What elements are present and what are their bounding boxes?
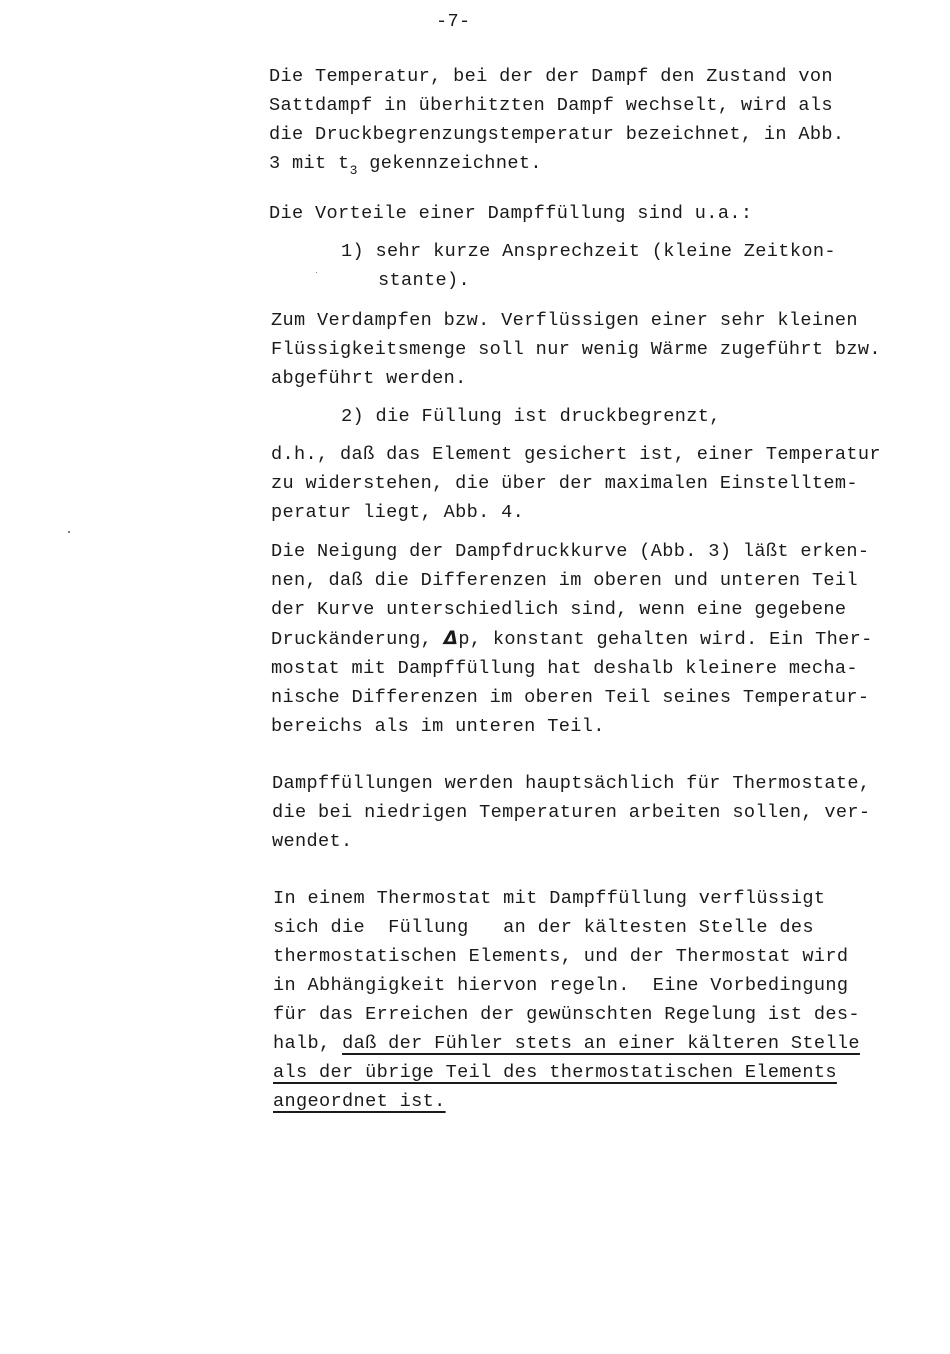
text-line: nen, daß die Differenzen im oberen und unteren Teil xyxy=(271,570,858,591)
text-line: zu widerstehen, die über der maximalen Einstelltem- xyxy=(271,473,858,494)
text-line: Die Neigung der Dampfdruckkurve (Abb. 3) läßt erken- xyxy=(271,541,870,562)
list-item-2: 2) die Füllung ist druckbegrenzt, xyxy=(341,406,721,427)
underlined-text: angeordnet ist. xyxy=(273,1091,446,1112)
paragraph-low-temperature-use xyxy=(272,769,870,856)
text-line: thermostatischen Elements, und der Thermostat wird xyxy=(273,946,849,967)
paragraph-advantages-intro: Die Vorteile einer Dampffüllung sind u.a.: xyxy=(269,203,753,224)
text-line: peratur liegt, Abb. 4. xyxy=(271,502,525,523)
text-line: sich die Füllung an der kältesten Stelle des xyxy=(273,917,814,938)
text-line: mostat mit Dampffüllung hat deshalb kleinere mecha- xyxy=(271,658,858,679)
text-line: d.h., daß das Element gesichert ist, einer Temperatur xyxy=(271,444,881,465)
text-line: wendet. xyxy=(272,831,353,852)
paragraph-pressure-limited xyxy=(271,440,881,527)
text-line: Zum Verdampfen bzw. Verflüssigen einer sehr kleinen xyxy=(271,310,858,331)
text-line: Flüssigkeitsmenge soll nur wenig Wärme zugeführt bzw. xyxy=(271,339,881,360)
list-item-1 xyxy=(341,237,836,295)
underlined-text: als der übrige Teil des thermostatischen Elements xyxy=(273,1062,837,1083)
underlined-text: daß der Fühler stets an einer kälteren Stelle xyxy=(342,1033,860,1054)
delta-symbol: Δ xyxy=(443,628,459,649)
scan-speck xyxy=(316,272,317,273)
paragraph-sensor-placement xyxy=(273,884,860,1116)
subscript: 3 xyxy=(349,163,358,178)
text-line: 1) sehr kurze Ansprechzeit (kleine Zeitkon- xyxy=(341,241,836,262)
text-line: die Druckbegrenzungstemperatur bezeichnet, in Abb. xyxy=(269,124,845,145)
text-line: der Kurve unterschiedlich sind, wenn eine gegebene xyxy=(271,599,847,620)
text-line: nische Differenzen im oberen Teil seines Temperatur- xyxy=(271,687,870,708)
paragraph-evaporation xyxy=(271,306,881,393)
text-line: Dampffüllungen werden hauptsächlich für Thermostate, xyxy=(272,773,871,794)
text-line: bereichs als im unteren Teil. xyxy=(271,716,605,737)
text-line: halb, xyxy=(273,1033,343,1054)
page-number: -7- xyxy=(436,11,471,32)
text-line: für das Erreichen der gewünschten Regelung ist des- xyxy=(273,1004,860,1025)
text-line: in Abhängigkeit hiervon regeln. Eine Vorbedingung xyxy=(273,975,849,996)
text-line: 3 mit t xyxy=(269,153,350,174)
text-line: abgeführt werden. xyxy=(271,368,467,389)
paragraph-vapor-pressure-curve xyxy=(271,537,873,741)
text-line: stante). xyxy=(378,270,471,291)
paragraph-pressure-limit-temperature xyxy=(269,62,844,179)
text-line: p, konstant gehalten wird. Ein Ther- xyxy=(458,629,873,650)
text-line: Die Temperatur, bei der der Dampf den Zustand von xyxy=(269,66,833,87)
text-line: gekennzeichnet. xyxy=(357,153,542,174)
text-line: Druckänderung, xyxy=(271,629,444,650)
text-line: In einem Thermostat mit Dampffüllung verflüssigt xyxy=(273,888,826,909)
text-line: Sattdampf in überhitzten Dampf wechselt, wird als xyxy=(269,95,833,116)
text-line: die bei niedrigen Temperaturen arbeiten sollen, ver- xyxy=(272,802,871,823)
scan-speck xyxy=(68,531,70,533)
